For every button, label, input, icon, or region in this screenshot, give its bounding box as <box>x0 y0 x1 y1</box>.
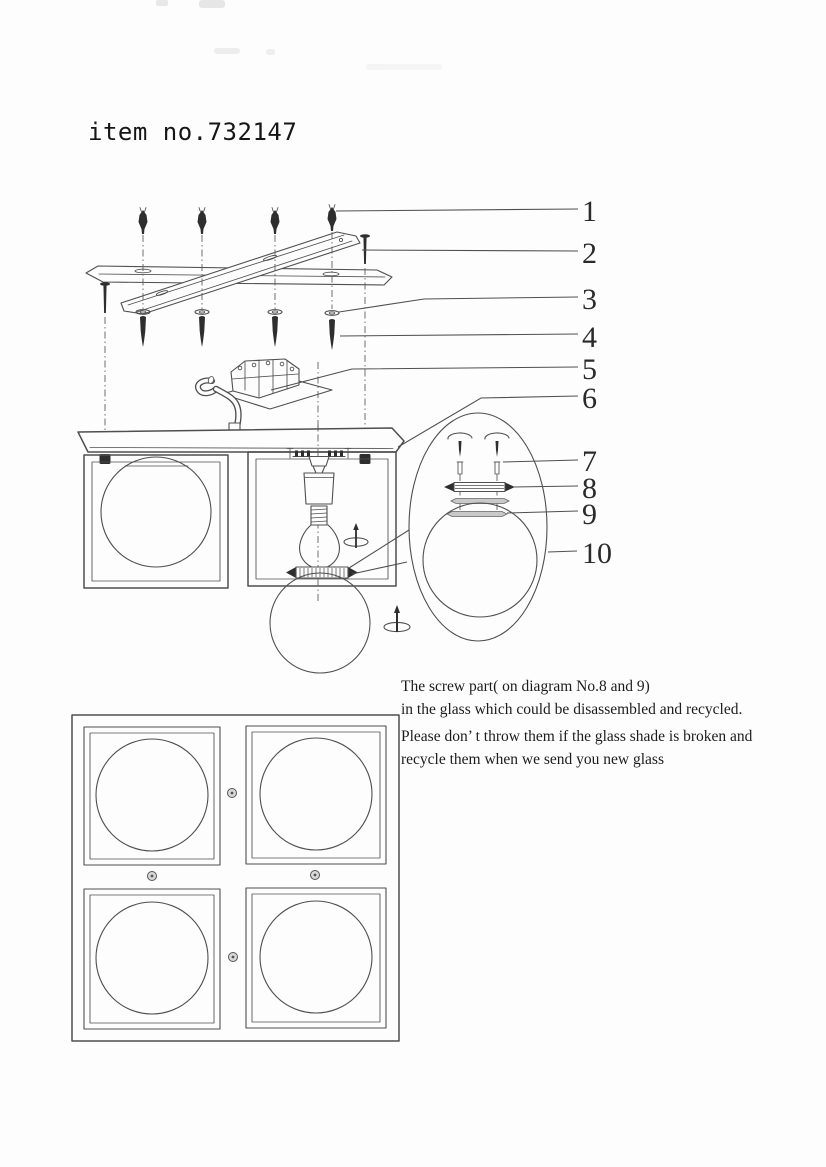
terminal-block-assembly <box>198 359 332 431</box>
globe-opening <box>260 738 372 850</box>
lamp-socket-assembly <box>287 448 368 569</box>
note-line-3: Please don’ t throw them if the glass shade is broken and <box>401 728 753 745</box>
washer <box>195 310 209 315</box>
leader-line-9 <box>507 511 578 513</box>
glass-globe-installed <box>101 457 211 567</box>
callout-number-5: 5 <box>582 353 597 386</box>
callout-number-1: 1 <box>582 195 597 228</box>
leader-line-10 <box>548 551 577 552</box>
globe-opening <box>260 901 372 1013</box>
frame-left <box>84 455 228 588</box>
washer <box>325 311 339 316</box>
thumb-screw-in-frame <box>344 523 368 548</box>
scan-smudges <box>156 0 442 70</box>
recycling-note <box>401 678 753 768</box>
light-bulb <box>300 506 340 569</box>
expansion-anchor <box>328 205 337 310</box>
callout-number-8: 8 <box>582 472 597 505</box>
glass-neck-rings <box>447 499 509 517</box>
note-line-4: recycle them when we send you new glass <box>401 751 664 768</box>
callout-number-7: 7 <box>582 445 597 478</box>
glass-globe-hanging <box>270 573 370 673</box>
callout-number-6: 6 <box>582 382 597 415</box>
detail-connector-line <box>352 562 407 574</box>
mounting-flange <box>287 448 351 473</box>
leader-line-8 <box>513 486 578 487</box>
glass-globe-detail <box>423 503 537 617</box>
item-number-title: item no.732147 <box>88 118 298 146</box>
bottom-view <box>72 715 399 1041</box>
screw <box>140 316 146 347</box>
globe-opening <box>96 902 208 1014</box>
callout-number-2: 2 <box>582 237 597 270</box>
globe-opening <box>96 739 208 851</box>
bottom-cell-top-right <box>246 726 386 864</box>
leader-line-2 <box>362 250 578 251</box>
note-line-2: in the glass which could be disassembled and recycled. <box>401 701 743 718</box>
callout-number-9: 9 <box>582 498 597 531</box>
bottom-view-outer-frame <box>72 715 399 1041</box>
socket-cup <box>304 473 334 504</box>
leader-line-7 <box>503 460 578 462</box>
bottom-cell-bottom-left <box>84 889 220 1029</box>
washers-and-screws <box>136 310 339 350</box>
detail-connector-line <box>349 530 409 568</box>
leader-line-1 <box>336 209 578 211</box>
expansion-anchor <box>139 208 148 310</box>
screw <box>329 319 335 350</box>
leader-line-4 <box>340 334 578 336</box>
leader-line-3 <box>339 297 578 312</box>
screw <box>272 316 278 347</box>
leader-line-6 <box>398 396 578 447</box>
bottom-cell-bottom-right <box>246 888 386 1028</box>
note-line-1: The screw part( on diagram No.8 and 9) <box>401 678 650 695</box>
collar-ring-side <box>444 483 515 492</box>
callout-number-10: 10 <box>582 537 612 570</box>
screw <box>199 316 205 347</box>
callout-number-3: 3 <box>582 283 597 316</box>
detail-view <box>409 413 547 641</box>
canopy-plate <box>78 424 404 452</box>
frame-screws <box>148 789 320 962</box>
callout-number-4: 4 <box>582 321 597 354</box>
bottom-cell-top-left <box>84 727 220 865</box>
washer <box>268 310 282 315</box>
thumb-screw-below <box>384 605 410 632</box>
fixture-body <box>78 362 410 673</box>
